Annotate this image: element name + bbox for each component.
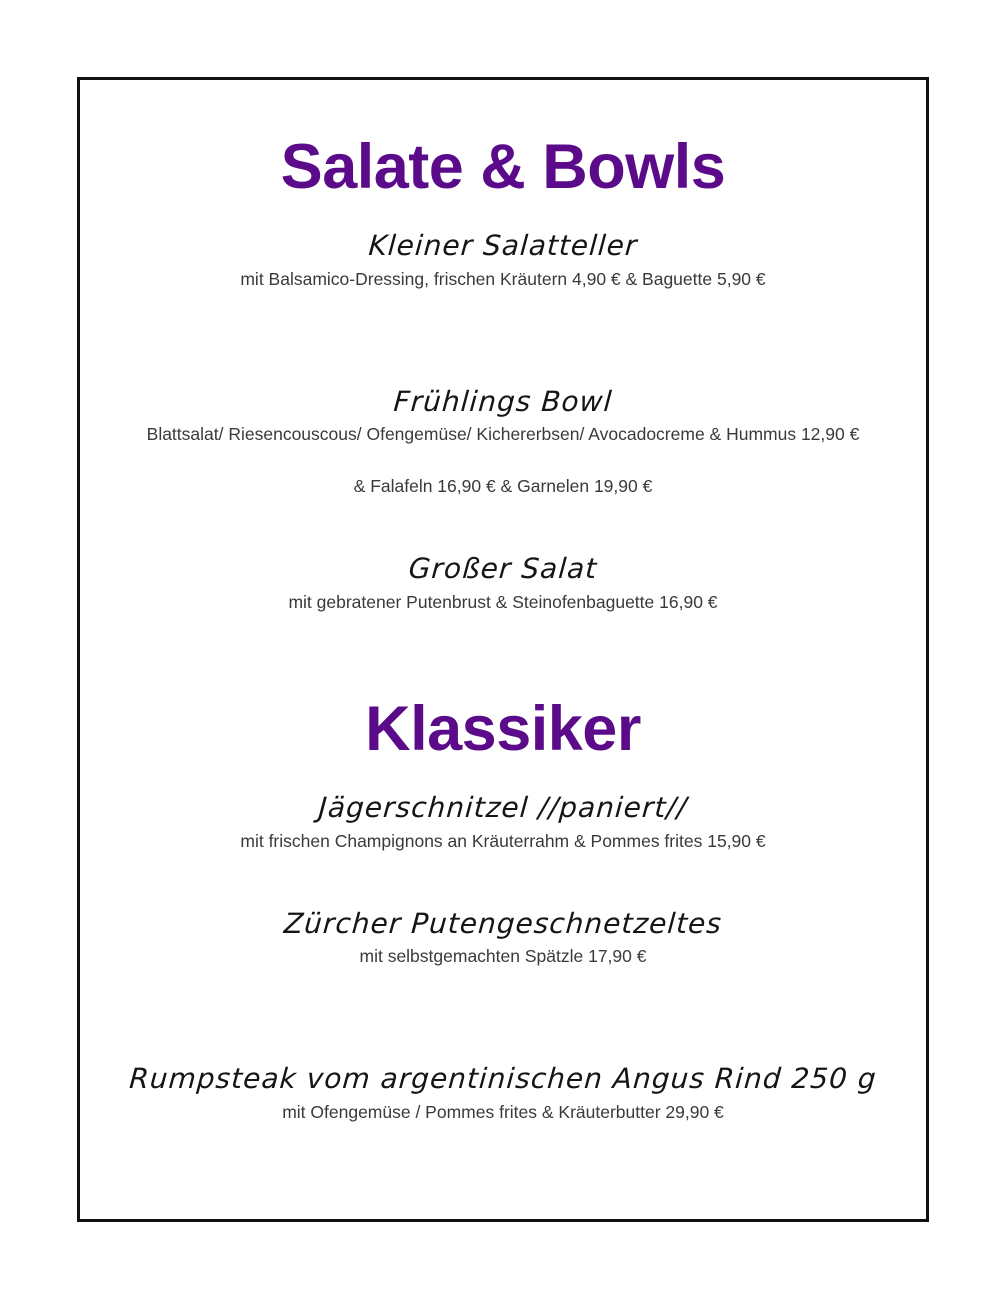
dish-name: Frühlings Bowl [392,384,614,418]
dish-description: mit gebratener Putenbrust & Steinofenbaguette 16,90 € [288,592,718,613]
menu-item-rumpsteak [94,1064,912,1124]
dish-name: Jägerschnitzel //paniert// [317,790,689,824]
section-heading-salate-bowls: Salate & Bowls [280,132,726,202]
menu-item-kleiner-salatteller [94,231,912,291]
dish-description: mit frischen Champignons an Kräuterrahm & Pommes frites 15,90 € [240,830,766,851]
menu-content [80,80,926,1219]
dish-description: mit Balsamico-Dressing, frischen Kräutern 4,90 € & Baguette 5,90 € [240,268,766,289]
menu-item-jaegerschnitzel [94,790,912,853]
dish-description: mit Ofengemüse / Pommes frites & Kräuterbutter 29,90 € [282,1102,724,1123]
menu-item-zuercher-putengeschnetzeltes [94,906,912,969]
dish-name: Kleiner Salatteller [367,229,639,262]
dish-description: mit selbstgemachten Spätzle 17,90 € [359,946,647,967]
dish-description-extra: & Falafeln 16,90 € & Garnelen 19,90 € [353,476,653,497]
menu-border-frame [77,77,929,1222]
dish-name: Rumpsteak vom argentinischen Angus Rind 250 g [128,1062,878,1096]
dish-name: Großer Salat [407,552,599,586]
dish-description: Blattsalat/ Riesencouscous/ Ofengemüse/ Kichererbsen/ Avocadocreme & Hummus 12,90 € [146,424,860,445]
dish-name: Zürcher Putengeschnetzeltes [282,906,724,940]
menu-item-grosser-salat [94,554,912,614]
section-heading-klassiker: Klassiker [365,693,641,764]
menu-item-fruehlings-bowl [94,384,912,499]
